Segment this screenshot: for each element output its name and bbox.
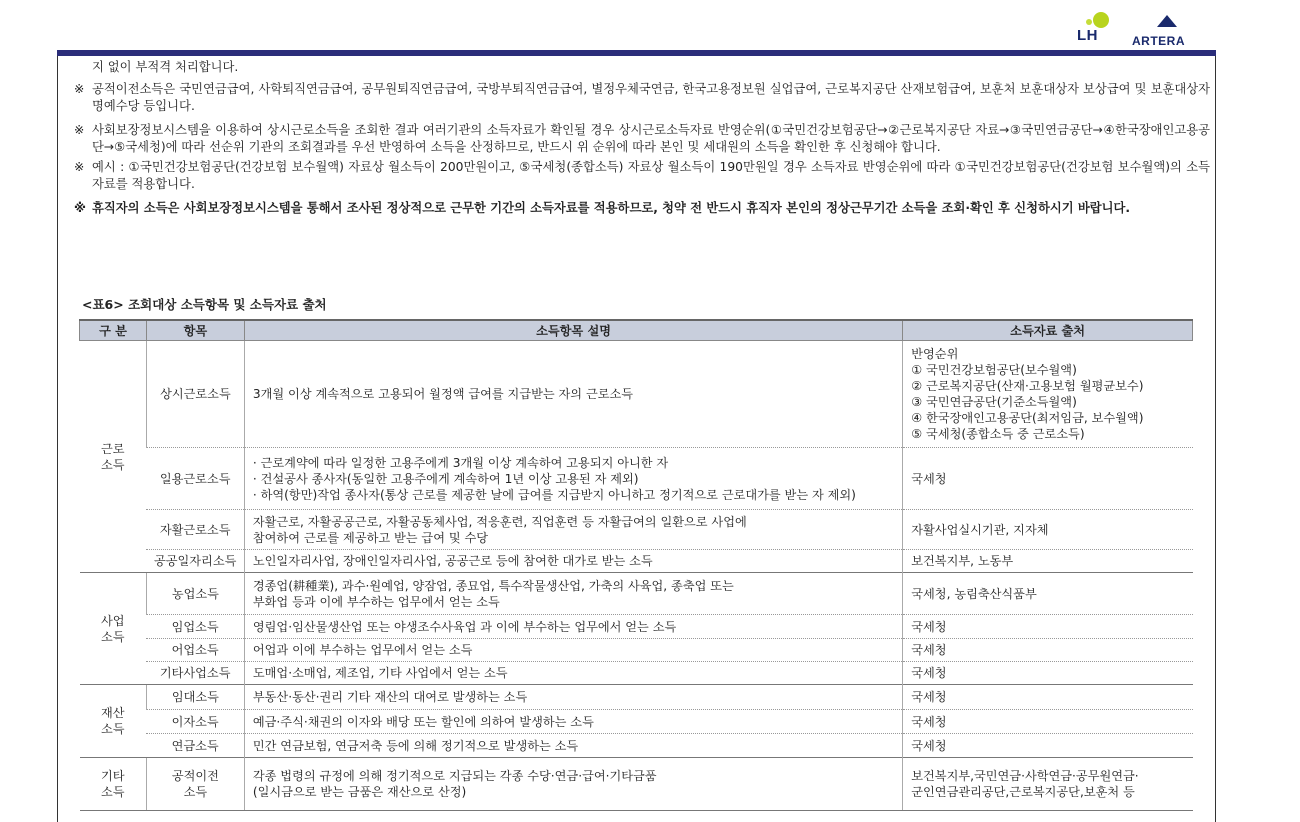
note-mark: ※ <box>74 200 86 215</box>
description-cell: 각종 법령의 규정에 의해 정기적으로 지급되는 각종 수당·연금·급여·기타금품 (일시금으로 받는 금품은 재산으로 산정) <box>244 758 902 811</box>
description-cell: · 근로계약에 따라 일정한 고용주에게 3개월 이상 계속하여 고용되지 아니한 자 · 건설공사 종사자(동일한 고용주에게 계속하여 1년 이상 고용된 자 제외) · 하역(항만)작업 종사자(통상 근로를 제공한 날에 급여를 지급받지 아니하고 정기적으로 근로대가를 받는 자 제외) <box>244 448 902 510</box>
item-cell: 임업소득 <box>146 615 244 639</box>
logo-artera-text: ARTERA <box>1132 34 1185 48</box>
source-cell: 보건복지부, 노동부 <box>903 550 1193 573</box>
description-cell: 영림업·임산물생산업 또는 야생조수사육업 과 이에 부수하는 업무에서 얻는 소득 <box>244 615 902 639</box>
table-row <box>80 341 1193 448</box>
item-cell: 연금소득 <box>146 734 244 758</box>
category-cell: 사업 소득 <box>80 573 147 685</box>
logo-peak-icon <box>1157 15 1177 27</box>
note-text: 예시 : ①국민건강보험공단(건강보험 보수월액) 자료상 월소득이 200만원이고, ⑤국세청(종합소득) 자료상 월소득이 190만원일 경우 소득자료 반영순위에 따라 ①국민건강보험공단(건강보험 보수월액)의 소득 자료를 적용합니다. <box>92 159 1210 191</box>
category-cell: 재산 소득 <box>80 685 147 758</box>
note-item-bold <box>74 200 1210 218</box>
table-caption: <표6> 조회대상 소득항목 및 소득자료 출처 <box>82 297 327 312</box>
note-text: 사회보장정보시스템을 이용하여 상시근로소득을 조회한 결과 여러기관의 소득자료가 확인될 경우 상시근로소득자료 반영순위(①국민건강보험공단→②근로복지공단 자료→③국민연금공단→④한국장애인고용공단→⑤국세청)에 따라 선순위 기관의 조회결과를 우선 반영하여 소득을 산정하므로, 반드시 위 순위에 따라 본인 및 세대원의 소득을 확인한 후 신청해야 합니다. <box>92 122 1210 154</box>
source-cell: 국세청 <box>903 710 1193 734</box>
source-cell: 국세청 <box>903 734 1193 758</box>
table-row <box>80 573 1193 615</box>
description-cell: 부동산·동산·권리 기타 재산의 대여로 발생하는 소득 <box>244 685 902 710</box>
item-cell: 이자소득 <box>146 710 244 734</box>
table-row <box>80 662 1193 685</box>
note-mark: ※ <box>74 81 85 96</box>
item-cell: 공공일자리소득 <box>146 550 244 573</box>
description-cell: 민간 연금보험, 연금저축 등에 의해 정기적으로 발생하는 소득 <box>244 734 902 758</box>
item-cell: 자활근로소득 <box>146 510 244 550</box>
item-cell: 일용근로소득 <box>146 448 244 510</box>
item-cell: 임대소득 <box>146 685 244 710</box>
table-row <box>80 685 1193 710</box>
note-item <box>74 81 1210 116</box>
source-cell: 보건복지부,국민연금·사학연금·공무원연금· 군인연금관리공단,근로복지공단,보훈처 등 <box>903 758 1193 811</box>
table-row <box>80 615 1193 639</box>
table-row <box>80 448 1193 510</box>
description-cell: 경종업(耕種業), 과수·원예업, 양잠업, 종묘업, 특수작물생산업, 가축의 사육업, 종축업 또는 부화업 등과 이에 부수하는 업무에서 얻는 소득 <box>244 573 902 615</box>
note-continuation: 지 없이 부적격 처리합니다. <box>92 60 239 74</box>
source-cell: 국세청 <box>903 662 1193 685</box>
header-description: 소득항목 설명 <box>244 320 902 341</box>
note-mark: ※ <box>74 159 85 174</box>
header-source: 소득자료 출처 <box>903 320 1193 341</box>
description-cell: 3개월 이상 계속적으로 고용되어 월정액 급여를 지급받는 자의 근로소득 <box>244 341 902 448</box>
category-cell: 근로 소득 <box>80 341 147 573</box>
income-source-table <box>79 319 1193 811</box>
table-row <box>80 639 1193 662</box>
category-cell: 기타 소득 <box>80 758 147 811</box>
item-cell: 어업소득 <box>146 639 244 662</box>
logo-dot-small <box>1086 19 1092 25</box>
description-cell: 도매업·소매업, 제조업, 기타 사업에서 얻는 소득 <box>244 662 902 685</box>
description-cell: 예금·주식·채권의 이자와 배당 또는 할인에 의하여 발생하는 소득 <box>244 710 902 734</box>
table-row <box>80 710 1193 734</box>
description-cell: 자활근로, 자활공공근로, 자활공동체사업, 적응훈련, 직업훈련 등 자활급여의 일환으로 사업에 참여하여 근로를 제공하고 받는 급여 및 수당 <box>244 510 902 550</box>
source-cell: 국세청 <box>903 639 1193 662</box>
table-header-row <box>80 320 1193 341</box>
logo-lh-text: LH <box>1077 27 1098 44</box>
header-category: 구 분 <box>80 320 147 341</box>
table-row <box>80 550 1193 573</box>
description-cell: 노인일자리사업, 장애인일자리사업, 공공근로 등에 참여한 대가로 받는 소득 <box>244 550 902 573</box>
item-cell: 기타사업소득 <box>146 662 244 685</box>
table-row <box>80 734 1193 758</box>
source-cell: 국세청 <box>903 448 1193 510</box>
item-cell: 농업소득 <box>146 573 244 615</box>
note-text: 공적이전소득은 국민연금급여, 사학퇴직연금급여, 공무원퇴직연금급여, 국방부퇴직연금급여, 별정우체국연금, 한국고용정보원 실업급여, 근로복지공단 산재보험급여, 보훈처 보훈대상자 보상급여 및 보훈대상자 명예수당 등입니다. <box>92 81 1210 113</box>
description-cell: 어업과 이에 부수하는 업무에서 얻는 소득 <box>244 639 902 662</box>
source-cell: 국세청, 농림축산식품부 <box>903 573 1193 615</box>
item-cell: 상시근로소득 <box>146 341 244 448</box>
note-text: 휴직자의 소득은 사회보장정보시스템을 통해서 조사된 정상적으로 근무한 기간의 소득자료를 적용하므로, 청약 전 반드시 휴직자 본인의 정상근무기간 소득을 조회·확인 후 신청하시기 바랍니다. <box>92 200 1131 215</box>
note-item <box>74 159 1210 194</box>
item-cell: 공적이전 소득 <box>146 758 244 811</box>
table-row <box>80 510 1193 550</box>
source-cell: 국세청 <box>903 615 1193 639</box>
source-cell: 국세청 <box>903 685 1193 710</box>
header-item: 항목 <box>146 320 244 341</box>
note-mark: ※ <box>74 122 85 137</box>
source-cell: 자활사업실시기관, 지자체 <box>903 510 1193 550</box>
note-item <box>74 122 1210 157</box>
notes-section <box>74 59 1210 223</box>
header-logo <box>1077 10 1212 50</box>
source-cell: 반영순위 ① 국민건강보험공단(보수월액) ② 근로복지공단(산재·고용보험 월평균보수) ③ 국민연금공단(기준소득월액) ④ 한국장애인고용공단(최저임금, 보수월액) ⑤ 국세청(종합소득 중 근로소득) <box>903 341 1193 448</box>
logo-dot-large <box>1093 12 1109 28</box>
table-row <box>80 758 1193 811</box>
